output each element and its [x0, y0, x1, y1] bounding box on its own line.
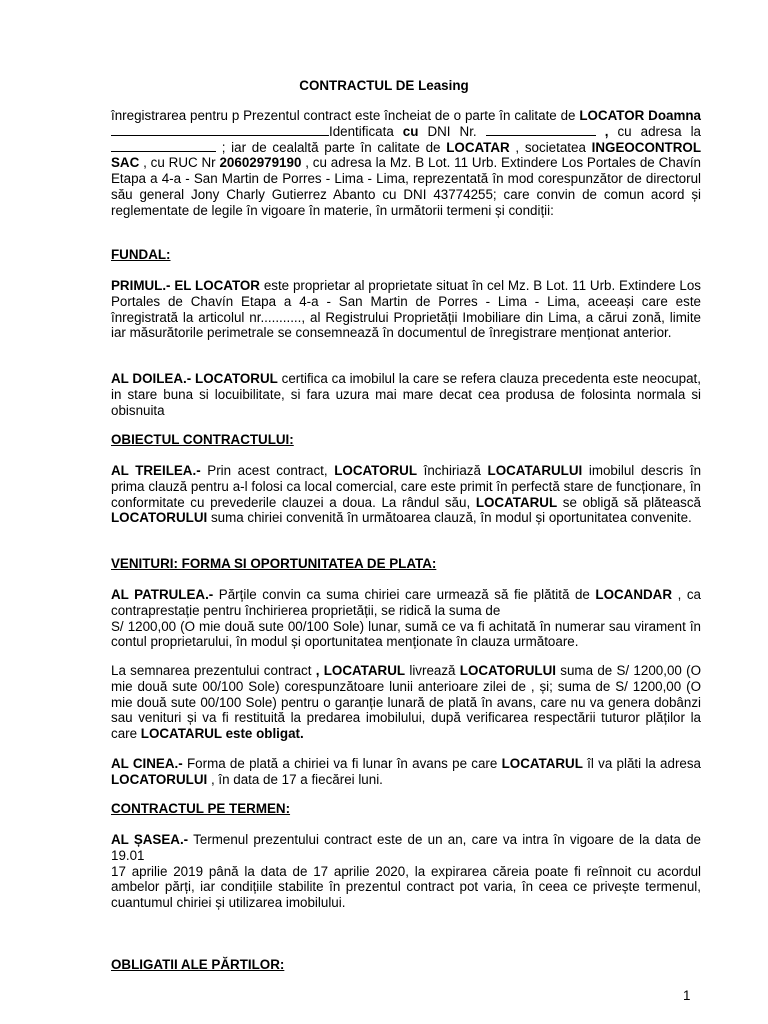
clause-bold: LOCATARUL — [501, 756, 583, 771]
clause-label: AL ȘASEA.- — [111, 832, 189, 847]
clause-bold: LOCATORUL — [334, 463, 418, 478]
clause-text: certifica ca imobilul la care se refera clauza precedenta este neocupat, in stare buna si locuibilitate, si fara uzura mai mare decat cea produsa de folosinta normala si obisnuita — [111, 371, 701, 418]
clause-cinea — [111, 756, 701, 788]
clause-bold: LOCATARUL — [475, 494, 558, 510]
intro-text: înregistrarea pentru p Prezentul contract este încheiat de o parte în calitate de — [111, 108, 580, 123]
intro-text: cu adresa la — [608, 123, 702, 139]
name-blank — [111, 124, 329, 136]
intro-text: DNI Nr. — [418, 123, 486, 139]
clause-semnarea — [111, 663, 701, 742]
document-title: CONTRACTUL DE Leasing — [299, 78, 469, 93]
intro-locator: LOCATOR — [579, 108, 645, 123]
intro-doamna: Doamna — [648, 108, 701, 123]
clause-text: , ca contraprestație pentru închirierea proprietății, se ridică la suma de — [111, 587, 701, 618]
intro-company: INGEOCONTROL SAC — [111, 139, 701, 171]
clause-label: AL DOILEA.- LOCATORUL — [111, 371, 278, 386]
intro-text: , cu RUC Nr — [139, 155, 220, 171]
intro-comma: , — [604, 123, 609, 139]
clause-text: Părțile convin ca suma chiriei care urmează să fie plătită de — [213, 587, 596, 602]
clause-patrulea — [111, 587, 701, 650]
clause-label: PRIMUL.- EL LOCATOR — [111, 278, 260, 293]
clause-bold: LOCATARULUI — [487, 463, 583, 478]
intro-text: Identificata — [329, 123, 403, 139]
clause-bold: LOCATORULUI — [111, 510, 208, 526]
heading-obiect: OBIECTUL CONTRACTULUI: — [111, 432, 294, 447]
heading-obligatii: OBLIGATII ALE PĂRTILOR: — [111, 957, 285, 972]
clause-text: îl va plăti la adresa — [582, 756, 701, 771]
clause-text: S/ 1200,00 (O mie două sute 00/100 Sole) lunar, sumă ce va fi achitată în numerar sau virament în contul proprietarului, în modul și oportunitatea menționate în clauza următoare. — [111, 618, 701, 650]
clause-bold: LOCATORULUI — [459, 663, 556, 678]
clause-bold: LOCATARUL este obligat. — [140, 726, 304, 742]
clause-label: AL CINEA.- — [111, 756, 183, 771]
clause-text: închiriază — [417, 463, 488, 478]
clause-text: Forma de plată a chiriei va fi lunar în avans pe care — [182, 756, 502, 771]
clause-text: Prin acest contract, — [200, 463, 335, 478]
heading-termen: CONTRACTUL PE TERMEN: — [111, 801, 291, 816]
intro-locatar: LOCATAR — [446, 139, 510, 155]
clause-text: este proprietar al proprietate situat în cel Mz. B Lot. 11 Urb. Extindere Los Portales de Chavín Etapa a 4-a - San Martin de Porres - Lima - Lima, aceeași care este înregistrată la articolul nr..........., al Registrului Proprietății Imobiliare din Lima, a cărui zonă, limite iar măsurătorile perimetrale se consemnează în documentul de înregistrare menționat anterior. — [111, 278, 701, 341]
address-blank — [111, 140, 216, 152]
clause-bold: , LOCATARUL — [315, 663, 406, 678]
clause-bold: LOCATORULUI — [111, 771, 208, 787]
clause-doilea — [111, 371, 701, 418]
clause-treilea — [111, 463, 701, 526]
heading-venituri: VENITURI: FORMA SI OPORTUNITATEA DE PLATA: — [111, 556, 437, 571]
clause-primul — [111, 278, 701, 341]
clause-text: suma chiriei convenită în următoarea clauză, în modul și oportunitatea convenite. — [207, 510, 692, 526]
clause-bold: LOCANDAR — [595, 587, 673, 602]
clause-text: 17 aprilie 2019 până la data de 17 aprilie 2020, la expirarea căreia poate fi reînnoit cu acordul ambelor părți, iar condițiile stabilite în prezentul contract pot varia, în ceea ce privește termenul, cuantumul chiriei și utilizarea imobilului. — [111, 863, 701, 911]
clause-text: , în data de 17 a fiecărei luni. — [207, 771, 383, 787]
heading-fundal: FUNDAL: — [111, 247, 171, 262]
clause-text: se obligă să plătească — [557, 494, 702, 510]
clause-text: La semnarea prezentului contract — [111, 663, 316, 678]
intro-cu: cu — [402, 123, 419, 139]
clause-text: Termenul prezentului contract este de un an, care va intra în vigoare de la data de 19.01 — [111, 832, 701, 863]
intro-paragraph — [111, 108, 701, 219]
clause-text: livrează — [405, 663, 460, 678]
intro-text: , societatea — [509, 139, 592, 155]
clause-label: AL PATRULEA.- — [111, 587, 214, 602]
clause-text: imobilul descris în prima clauză pentru a-l folosi ca local comercial, care este primit în perfectă stare de funcționare, în conformitate cu prevederile clauzei a doua. La rândul său, — [111, 463, 702, 510]
clause-sasea — [111, 832, 701, 911]
intro-text: , cu adresa la Mz. B Lot. 11 Urb. Extindere Los Portales de Chavín Etapa a 4-a - San Martin de Porres - Lima - Lima, reprezentată în mod corespunzător de directorul său general Jony Charly Gutierrez Abanto cu DNI 43774255; care convin de comun acord și reglementate de legile în vigoare în materie, în următorii termeni și condiții: — [111, 155, 702, 218]
intro-text: ; iar de cealaltă parte în calitate de — [216, 139, 447, 155]
page-number: 1 — [683, 988, 691, 1003]
clause-text: suma de S/ 1200,00 (O mie două sute 00/100 Sole) corespunzătoare lunii anterioare zilei de , și; suma de S/ 1200,00 (O mie două sute 00/100 Sole) pentru o garanție lunară de plată în avans, care nu va genera dobânzi sau venituri și va fi restituită la predarea imobilului, după verificarea respectării tuturor plăților la care — [111, 663, 701, 742]
clause-label: AL TREILEA.- — [111, 463, 201, 478]
intro-ruc: 20602979190 — [219, 155, 302, 171]
dni-blank — [486, 124, 596, 136]
